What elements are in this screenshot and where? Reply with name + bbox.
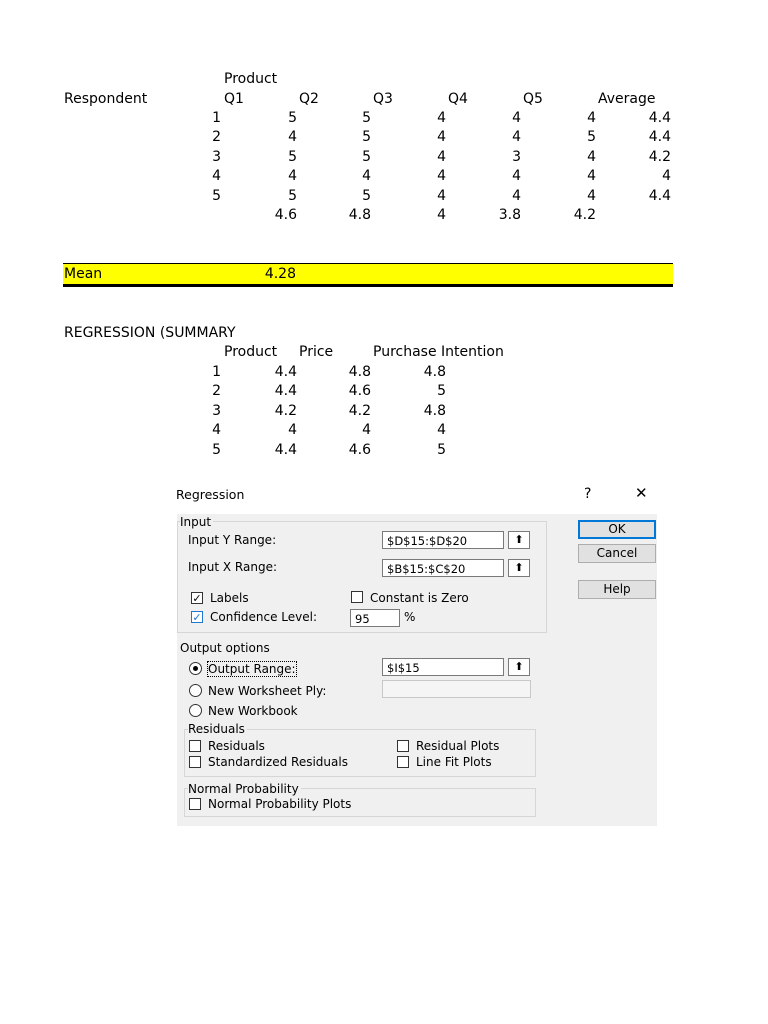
cell: 4.6 [348,383,371,399]
residual-plots-label: Residual Plots [416,739,500,753]
cell: 4 [288,422,297,438]
help-button[interactable]: Help [578,580,656,599]
regression-title: REGRESSION (SUMMARY [64,325,236,341]
cell: 2 [212,383,221,399]
input-x-range-label: Input X Range: [188,560,277,574]
cell: 1 [212,364,221,380]
cell: 4.2 [648,149,671,165]
line-fit-plots-checkbox[interactable] [397,756,409,768]
cell: 5 [288,149,297,165]
residuals-label: Residuals [208,739,265,753]
header-q5: Q5 [523,91,543,107]
ok-button[interactable]: OK [578,520,656,539]
cell: 4.4 [274,364,297,380]
header-q3: Q3 [373,91,393,107]
cell: 4.8 [348,364,371,380]
input-y-range-field[interactable]: $D$15:$D$20 [382,531,504,549]
close-icon[interactable]: ✕ [635,484,648,502]
cell: 4 [587,149,596,165]
cell: 5 [212,442,221,458]
constant-zero-label: Constant is Zero [370,591,469,605]
cell: 5 [362,188,371,204]
cell: 4.4 [648,129,671,145]
average-q4: 3.8 [498,207,521,223]
cell: 4.4 [648,188,671,204]
cell: 4 [437,168,446,184]
input-x-range-collapse-button[interactable] [508,559,530,577]
standardized-residuals-label: Standardized Residuals [208,755,348,769]
percent-label: % [404,610,416,624]
mean-row [63,263,673,287]
labels-label: Labels [210,591,249,605]
average-q1: 4.6 [274,207,297,223]
cell: 4 [512,129,521,145]
input-y-range-label: Input Y Range: [188,533,277,547]
output-range-label: Output Range: [208,662,296,676]
product-label: Product [224,71,278,87]
cell: 3 [212,403,221,419]
cell: 4.2 [274,403,297,419]
respondent-label: Respondent [64,91,148,107]
cell: 4.4 [274,442,297,458]
cancel-button[interactable]: Cancel [578,544,656,563]
average-q2: 4.8 [348,207,371,223]
cell: 4 [288,168,297,184]
cell: 4 [437,188,446,204]
cell: 5 [437,442,446,458]
cell: 4 [437,129,446,145]
cell: 4 [587,188,596,204]
cell: 1 [212,110,221,126]
cell: 4 [212,168,221,184]
new-worksheet-radio[interactable] [189,684,202,697]
labels-checkbox[interactable]: ✓ [192,592,202,605]
input-x-range-field[interactable]: $B$15:$C$20 [382,559,504,577]
cell: 4 [587,168,596,184]
new-workbook-radio[interactable] [189,704,202,717]
cell: 3 [512,149,521,165]
cell: 4.2 [348,403,371,419]
cell: 5 [362,149,371,165]
cell: 4.6 [348,442,371,458]
standardized-residuals-checkbox[interactable] [189,756,201,768]
header-q2: Q2 [299,91,319,107]
cell: 4 [512,168,521,184]
cell: 4 [288,129,297,145]
cell: 5 [362,110,371,126]
header-q4: Q4 [448,91,468,107]
cell: 4 [587,110,596,126]
normal-probability-plots-checkbox[interactable] [189,798,201,810]
collapse-icon: ⬆ [514,561,524,574]
cell: 5 [288,110,297,126]
cell: 4 [437,110,446,126]
output-range-field[interactable]: $I$15 [382,658,504,676]
normal-probability-plots-label: Normal Probability Plots [208,797,352,811]
cell: 4 [212,422,221,438]
cell: 4 [662,168,671,184]
cell: 5 [212,188,221,204]
residuals-checkbox[interactable] [189,740,201,752]
input-group-label: Input [180,515,212,529]
cell: 2 [212,129,221,145]
cell: 4 [437,149,446,165]
mean-label: Mean [64,266,103,282]
normal-probability-group-label: Normal Probability [188,782,299,796]
collapse-icon: ⬆ [514,660,524,673]
cell: 4.4 [648,110,671,126]
collapse-icon: ⬆ [514,533,524,546]
new-worksheet-label: New Worksheet Ply: [208,684,327,698]
cell: 4 [512,188,521,204]
cell: 4.4 [274,383,297,399]
line-fit-plots-label: Line Fit Plots [416,755,492,769]
input-y-range-collapse-button[interactable] [508,531,530,549]
cell: 3 [212,149,221,165]
cell: 5 [288,188,297,204]
cell: 4.8 [423,403,446,419]
residuals-group-label: Residuals [188,722,245,736]
cell: 5 [362,129,371,145]
confidence-level-field[interactable]: 95 [350,609,400,627]
regression-dialog [170,480,660,826]
header-average: Average [598,91,656,107]
header-purchase-intention: Purchase Intention [373,344,504,360]
header-q1: Q1 [224,91,244,107]
header-product: Product [224,344,278,360]
cell: 4 [362,422,371,438]
new-worksheet-field[interactable] [382,680,531,698]
output-range-collapse-button[interactable] [508,658,530,676]
header-price: Price [299,344,334,360]
residual-plots-checkbox[interactable] [397,740,409,752]
cell: 4 [362,168,371,184]
cell: 5 [437,383,446,399]
dialog-title: Regression [176,487,245,502]
help-icon[interactable]: ? [584,486,592,502]
average-q5: 4.2 [573,207,596,223]
output-options-label: Output options [180,641,270,655]
cell: 4.8 [423,364,446,380]
output-range-radio[interactable] [189,662,202,675]
average-q3: 4 [437,207,446,223]
confidence-level-label: Confidence Level: [210,610,318,624]
confidence-level-checkbox[interactable]: ✓ [192,611,202,624]
mean-value: 4.28 [264,266,296,282]
cell: 4 [512,110,521,126]
residuals-group [184,729,536,777]
constant-zero-checkbox[interactable] [351,591,363,603]
cell: 4 [437,422,446,438]
cell: 5 [587,129,596,145]
new-workbook-label: New Workbook [208,704,298,718]
